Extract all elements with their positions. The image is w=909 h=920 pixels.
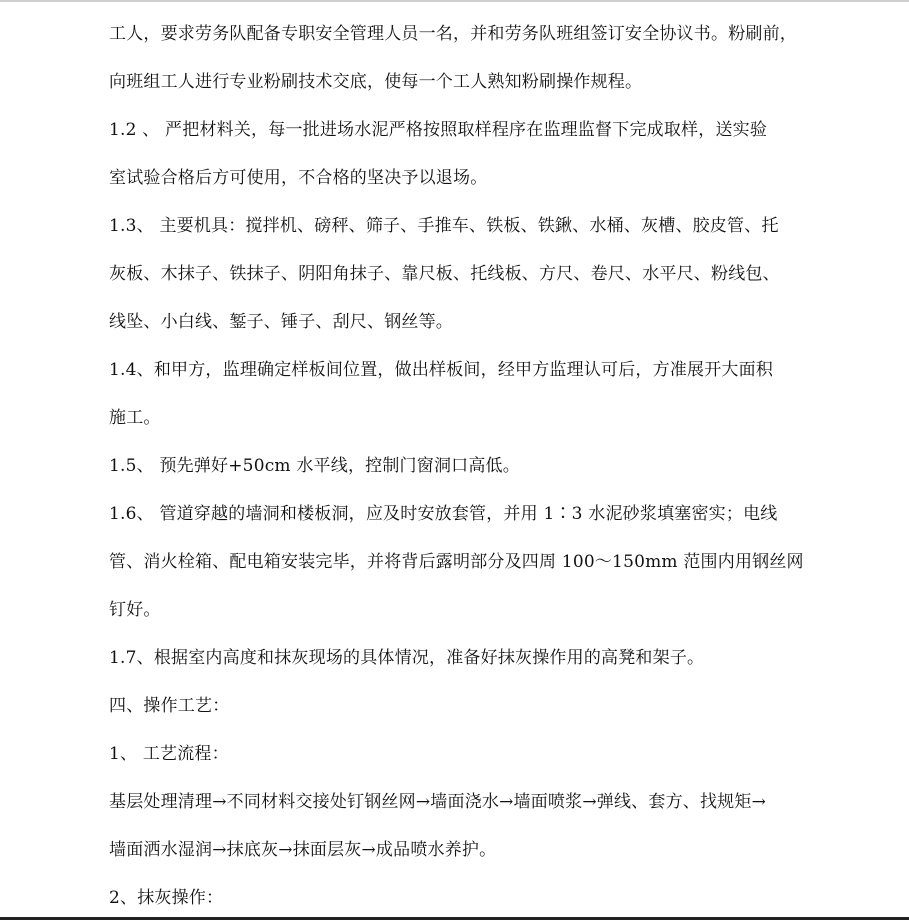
body-text-line: 向班组工人进行专业粉刷技术交底，使每一个工人熟知粉刷操作规程。	[109, 72, 643, 92]
body-text-line: 室试验合格后方可使用，不合格的坚决予以退场。	[109, 168, 488, 188]
subsection-heading: 1、 工艺流程：	[109, 744, 229, 764]
body-text-line: 管、消火栓箱、配电箱安装完毕，并将背后露明部分及四周 100～150mm 范围内用钢丝网	[109, 552, 804, 572]
body-text-line: 1.5、 预先弹好+50cm 水平线，控制门窗洞口高低。	[109, 456, 520, 476]
body-text-line: 1.3、 主要机具：搅拌机、磅秤、筛子、手推车、铁板、铁鍬、水桶、灰槽、胶皮管、托	[109, 216, 779, 236]
top-border	[0, 0, 909, 2]
body-text-line: 1.6、 管道穿越的墙洞和楼板洞，应及时安放套管，并用 1∶3 水泥砂浆填塞密实；电线	[109, 504, 778, 524]
body-text-line: 基层处理清理→不同材料交接处钉钢丝网→墙面浇水→墙面喷浆→弹线、套方、找规矩→	[109, 792, 767, 812]
body-text-line: 线坠、小白线、錾子、锤子、刮尺、钢丝等。	[109, 312, 453, 332]
body-text-line: 墙面洒水湿润→抹底灰→抹面层灰→成品喷水养护。	[109, 840, 497, 860]
body-text-line: 工人，要求劳务队配备专职安全管理人员一名，并和劳务队班组签订安全协议书。粉刷前，	[109, 24, 797, 44]
body-text-line: 钉好。	[109, 600, 161, 620]
body-text-line: 施工。	[109, 408, 161, 428]
section-heading: 四、操作工艺：	[109, 696, 230, 716]
body-text-line: 灰板、木抹子、铁抹子、阴阳角抹子、靠尺板、托线板、方尺、卷尺、水平尺、粉线包、	[109, 264, 780, 284]
body-text-line: 1.4、和甲方，监理确定样板间位置，做出样板间，经甲方监理认可后，方准展开大面积	[109, 360, 774, 380]
body-text-line: 1.7、根据室内高度和抹灰现场的具体情况，准备好抹灰操作用的高凳和架子。	[109, 648, 705, 668]
body-text-line: 1.2 、 严把材料关，每一批进场水泥严格按照取样程序在监理监督下完成取样，送实验	[109, 120, 768, 140]
subsection-heading: 2、抹灰操作：	[109, 888, 224, 908]
